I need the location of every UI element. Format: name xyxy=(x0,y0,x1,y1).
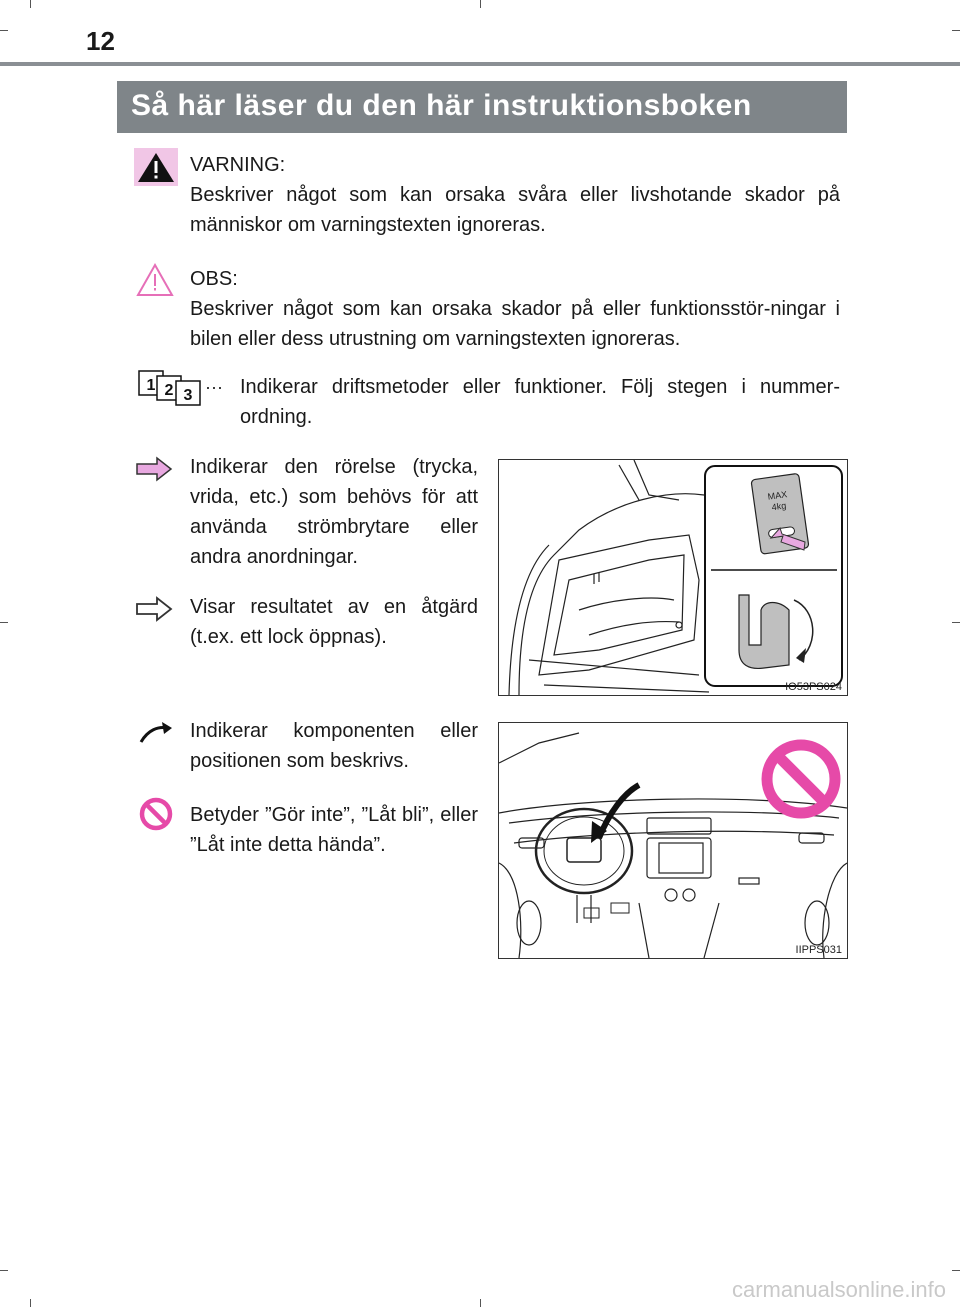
component-pointer-icon xyxy=(138,722,174,744)
caution-triangle-icon xyxy=(136,262,174,298)
crop-mark xyxy=(952,1270,960,1271)
component-text: Indikerar komponenten eller positionen som beskrivs. xyxy=(190,720,478,772)
dashboard-figure xyxy=(498,722,848,959)
crop-mark xyxy=(0,622,8,623)
motion-text: Indikerar den rörelse (trycka, vrida, etc.) som behövs för att använda strömbrytare eller andra anordningar. xyxy=(190,456,478,568)
crop-mark xyxy=(480,0,481,8)
trunk-illustration xyxy=(499,460,847,695)
crop-mark xyxy=(0,1270,8,1271)
crop-mark xyxy=(480,1299,481,1307)
hook-label-kg: 4kg xyxy=(771,500,787,513)
footer-watermark: carmanualsonline.info xyxy=(731,1277,946,1302)
result-arrow-icon xyxy=(135,596,173,622)
trunk-figure xyxy=(498,459,848,696)
steps-text: Indikerar driftsmetoder eller funktioner. Följ stegen i nummer-ordning. xyxy=(240,376,840,428)
warning-label: VARNING: xyxy=(190,154,286,176)
prohibit-text: Betyder ”Gör inte”, ”Låt bli”, eller ”Låt inte detta hända”. xyxy=(190,804,478,856)
figure-code: IIPPS031 xyxy=(795,944,842,956)
crop-mark xyxy=(952,622,960,623)
steps-dots: ··· xyxy=(205,377,223,397)
header-rule xyxy=(0,62,960,66)
crop-mark xyxy=(30,0,31,8)
step-numbers-icon xyxy=(138,370,208,406)
figure-code: IO53PS024 xyxy=(785,681,842,693)
crop-mark xyxy=(30,1299,31,1307)
crop-mark xyxy=(952,30,960,31)
step-badge-1: 1 xyxy=(146,377,156,394)
section-title-bar xyxy=(117,81,847,133)
notice-label: OBS: xyxy=(190,268,238,290)
warning-triangle-icon xyxy=(134,148,178,186)
dashboard-illustration xyxy=(499,723,847,958)
warning-text: Beskriver något som kan orsaka svåra eller livshotande skador på människor om varningstexten ignoreras. xyxy=(190,184,840,236)
step-badge-3: 3 xyxy=(183,387,193,404)
motion-arrow-icon xyxy=(135,456,173,482)
crop-mark xyxy=(0,30,8,31)
hook-label-max: MAX xyxy=(767,489,788,502)
section-title: Så här läser du den här instruktionsboken xyxy=(131,89,752,122)
prohibition-icon xyxy=(138,796,174,832)
step-badge-2: 2 xyxy=(164,382,174,399)
notice-text: Beskriver något som kan orsaka skador på eller funktionsstör-ningar i bilen eller dess utrustning om varningstexten ignoreras. xyxy=(190,298,840,350)
page-number: 12 xyxy=(86,26,115,56)
result-text: Visar resultatet av en åtgärd (t.ex. ett lock öppnas). xyxy=(190,596,478,648)
